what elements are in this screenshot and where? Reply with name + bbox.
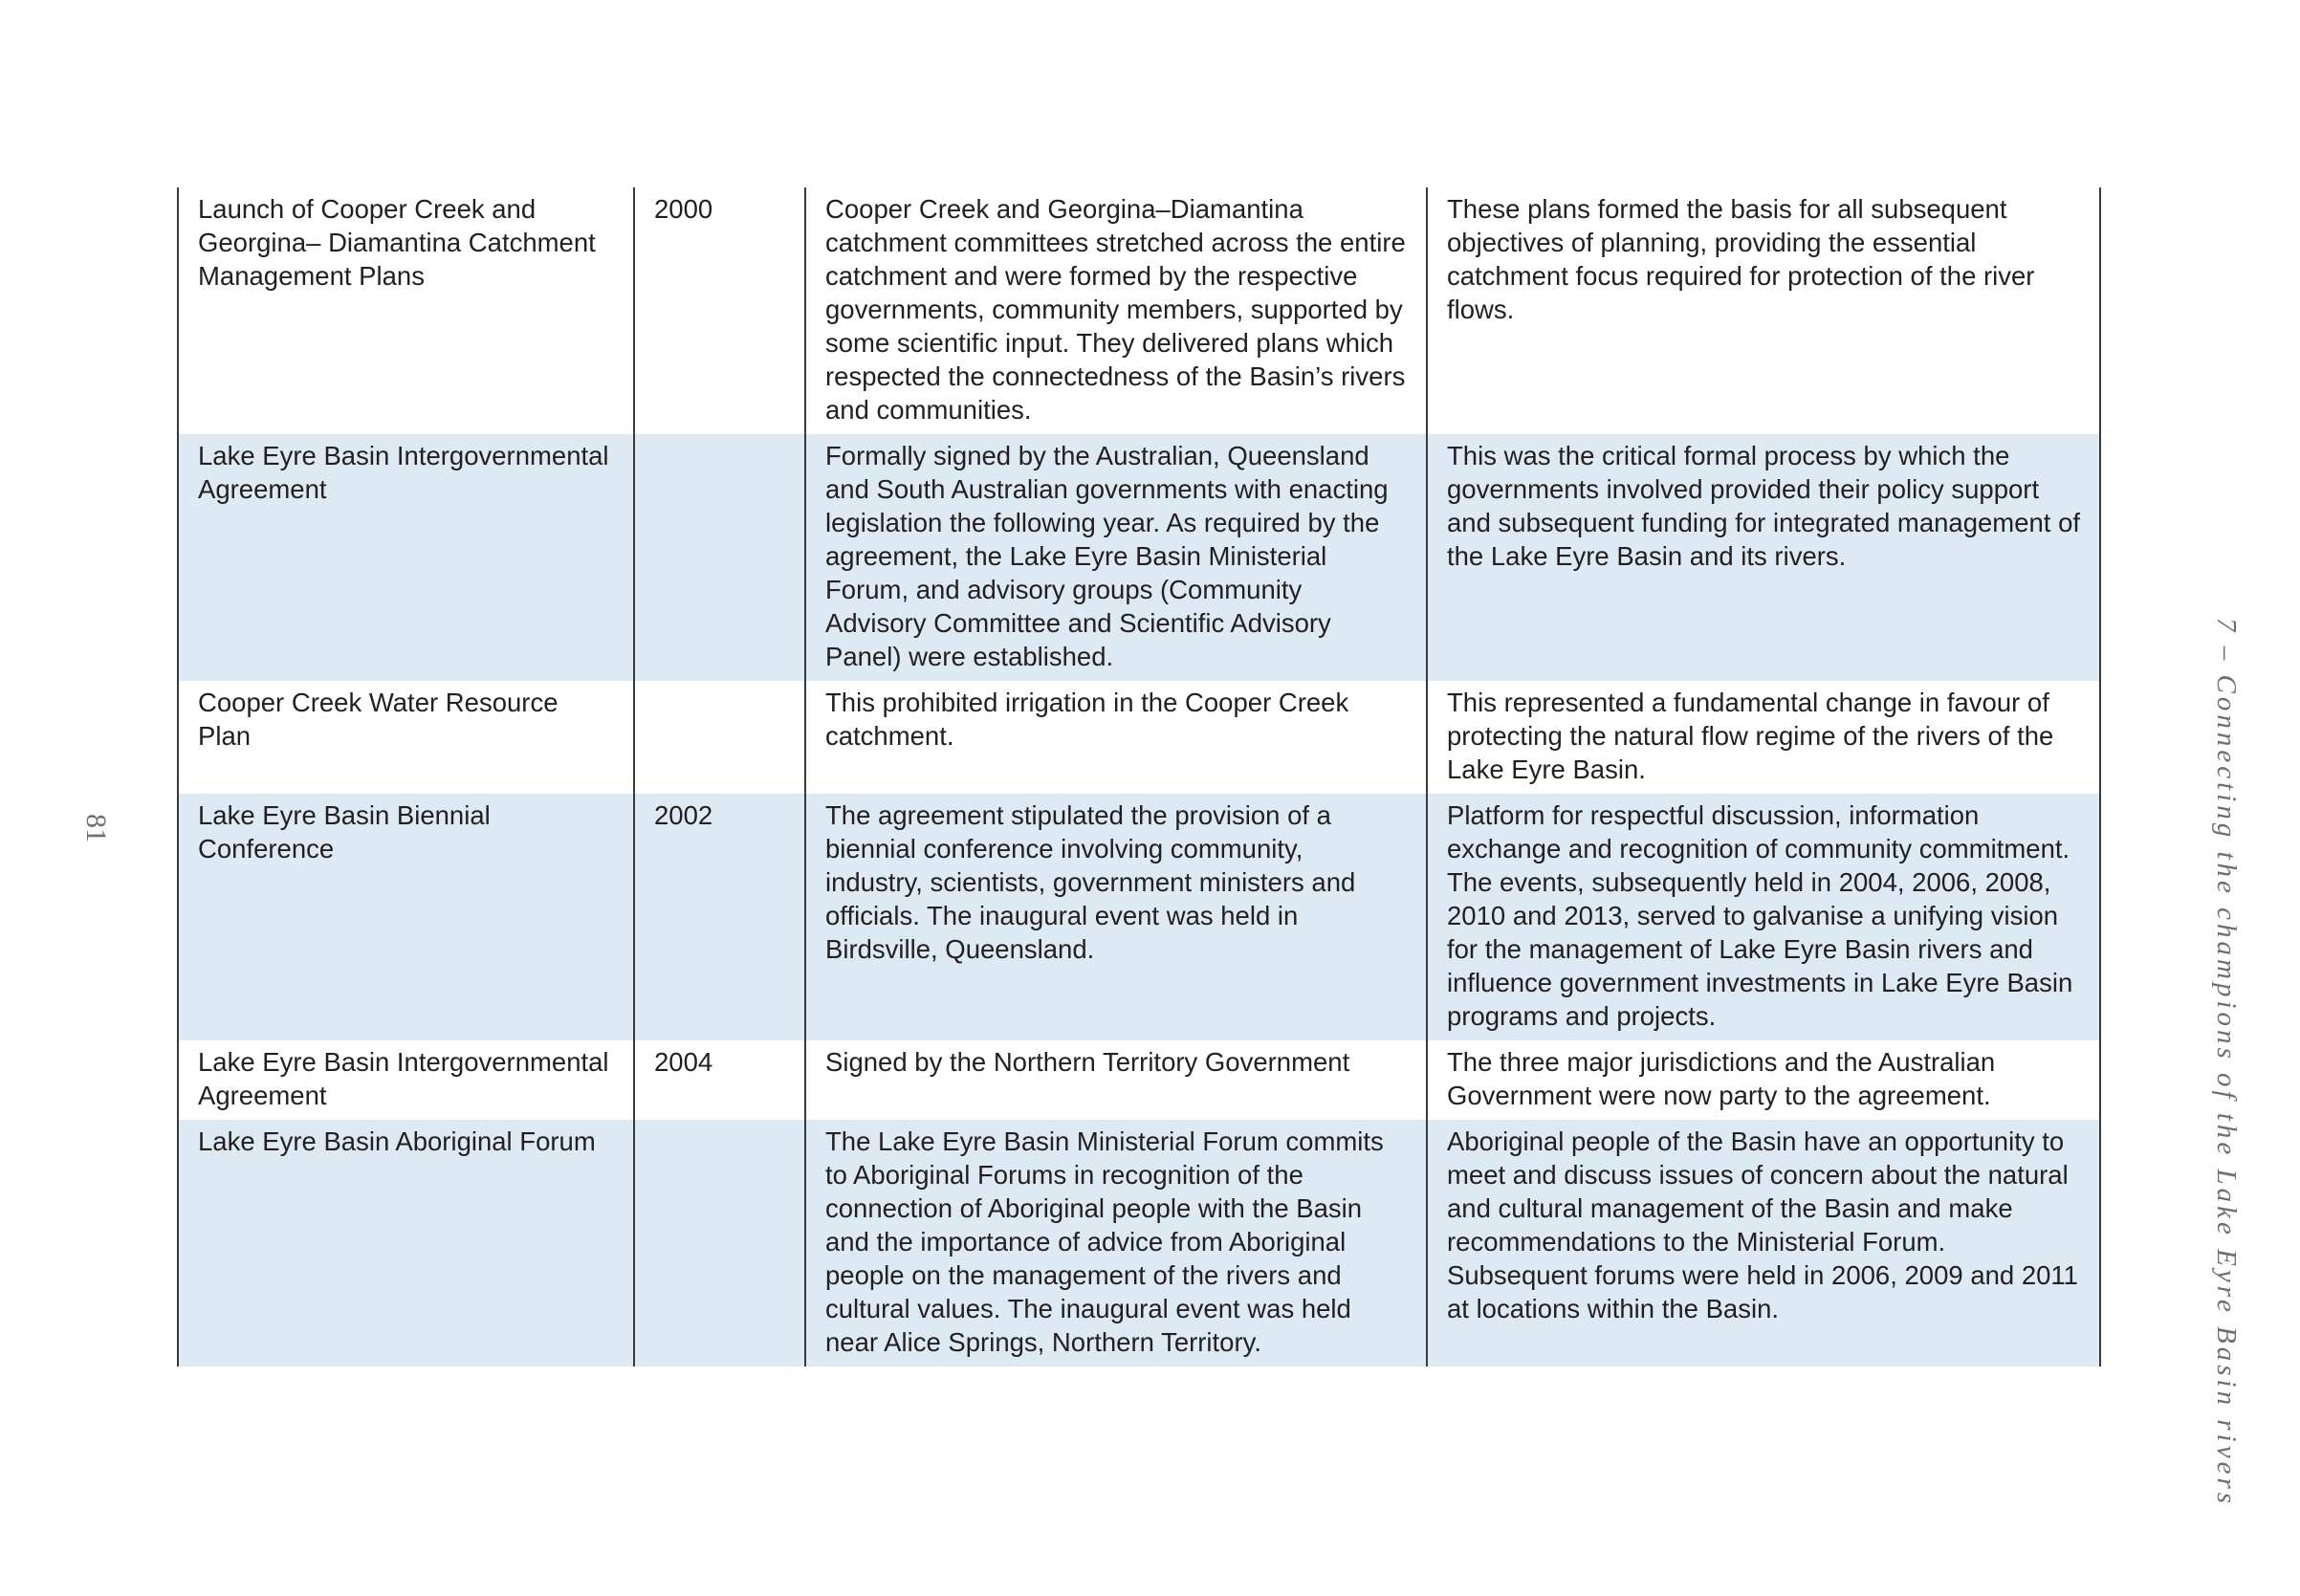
description-cell: This prohibited irrigation in the Cooper Creek catchment. <box>805 681 1427 794</box>
significance-cell: The three major jurisdictions and the Australian Government were now party to the agreement. <box>1427 1040 2100 1120</box>
table-row <box>178 681 2100 794</box>
year-cell: 2004 <box>634 1040 805 1120</box>
year-cell: 2000 <box>634 187 805 434</box>
year-cell <box>634 434 805 681</box>
description-cell: Cooper Creek and Georgina–Diamantina catchment committees stretched across the entire catchment and were formed by the respective governments, community members, supported by some scientific input. They delivered plans which respected the connectedness of the Basin’s rivers and communities. <box>805 187 1427 434</box>
description-cell: The Lake Eyre Basin Ministerial Forum commits to Aboriginal Forums in recognition of the connection of Aboriginal people with the Basin and the importance of advice from Aboriginal people on the management of the rivers and cultural values. The inaugural event was held near Alice Springs, Northern Territory. <box>805 1120 1427 1366</box>
table-row <box>178 1040 2100 1120</box>
description-cell: Formally signed by the Australian, Queensland and South Australian governments with enacting legislation the following year. As required by the agreement, the Lake Eyre Basin Ministerial Forum, and advisory groups (Community Advisory Committee and Scientific Advisory Panel) were established. <box>805 434 1427 681</box>
table-row <box>178 794 2100 1040</box>
running-header: 7 – Connecting the champions of the Lake Eyre Basin rivers <box>2211 618 2242 1508</box>
event-cell: Lake Eyre Basin Aboriginal Forum <box>178 1120 634 1366</box>
year-cell <box>634 1120 805 1366</box>
event-cell: Lake Eyre Basin Intergovernmental Agreement <box>178 434 634 681</box>
table-row <box>178 1120 2100 1366</box>
event-cell: Cooper Creek Water Resource Plan <box>178 681 634 794</box>
table-row <box>178 434 2100 681</box>
event-cell: Lake Eyre Basin Biennial Conference <box>178 794 634 1040</box>
significance-cell: This was the critical formal process by which the governments involved provided their policy support and subsequent funding for integrated management of the Lake Eyre Basin and its rivers. <box>1427 434 2100 681</box>
event-cell: Launch of Cooper Creek and Georgina– Diamantina Catchment Management Plans <box>178 187 634 434</box>
year-cell <box>634 681 805 794</box>
year-cell: 2002 <box>634 794 805 1040</box>
significance-cell: This represented a fundamental change in favour of protecting the natural flow regime of the rivers of the Lake Eyre Basin. <box>1427 681 2100 794</box>
description-cell: Signed by the Northern Territory Government <box>805 1040 1427 1120</box>
description-cell: The agreement stipulated the provision of a biennial conference involving community, industry, scientists, government ministers and officials. The inaugural event was held in Birdsville, Queensland. <box>805 794 1427 1040</box>
table-row <box>178 187 2100 434</box>
page-number: 81 <box>80 814 112 842</box>
significance-cell: These plans formed the basis for all subsequent objectives of planning, providing the essential catchment focus required for protection of the river flows. <box>1427 187 2100 434</box>
timeline-table <box>177 187 2101 1366</box>
significance-cell: Platform for respectful discussion, information exchange and recognition of community commitment. The events, subsequently held in 2004, 2006, 2008, 2010 and 2013, served to galvanise a unifying vision for the management of Lake Eyre Basin rivers and influence government investments in Lake Eyre Basin programs and projects. <box>1427 794 2100 1040</box>
event-cell: Lake Eyre Basin Intergovernmental Agreement <box>178 1040 634 1120</box>
significance-cell: Aboriginal people of the Basin have an opportunity to meet and discuss issues of concern about the natural and cultural management of the Basin and make recommendations to the Ministerial Forum. Subsequent forums were held in 2006, 2009 and 2011 at locations within the Basin. <box>1427 1120 2100 1366</box>
